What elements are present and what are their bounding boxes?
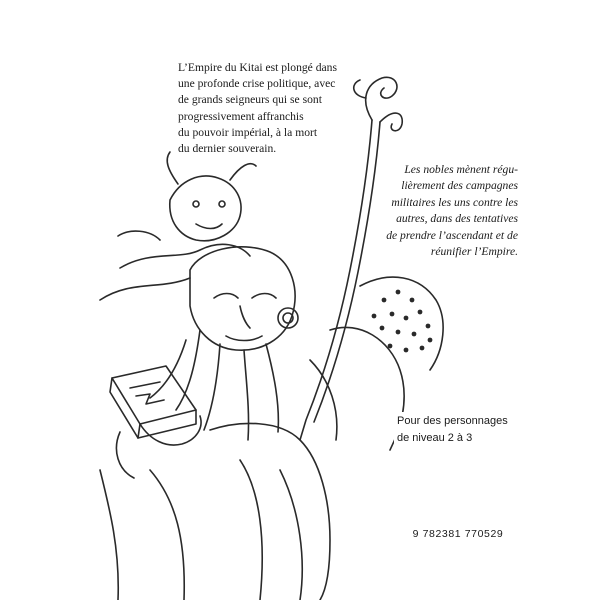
- intro-line: L’Empire du Kitai est plongé dans: [178, 61, 337, 74]
- level-line: de niveau 2 à 3: [397, 431, 473, 444]
- intro-line: du dernier souverain.: [178, 142, 277, 156]
- quote-paragraph: [288, 162, 518, 260]
- intro-line: une profonde crise politique, avec: [178, 77, 336, 91]
- quote-line: réunifier l’Empire.: [430, 245, 518, 259]
- intro-line: progressivement affranchis: [178, 109, 304, 123]
- ox-head: [170, 176, 241, 241]
- intro-line: de grands seigneurs qui se sont: [178, 93, 322, 107]
- level-line: Pour des personnages: [397, 415, 508, 427]
- quote-line: de prendre l’ascendant et de: [386, 228, 518, 242]
- robe: [210, 423, 330, 600]
- sage-face: [190, 247, 295, 350]
- barcode-digits: 9 782381 770529: [412, 528, 504, 540]
- intro-paragraph: [178, 60, 428, 157]
- quote-line: autres, dans des tentatives: [396, 212, 518, 226]
- quote-line: militaires les uns contre les: [391, 195, 518, 209]
- player-level-info: [397, 413, 519, 446]
- quote-line: lièrement des campagnes: [401, 179, 518, 193]
- intro-line: du pouvoir impérial, à la mort: [178, 125, 318, 139]
- quote-line: Les nobles mènent régu-: [404, 163, 518, 176]
